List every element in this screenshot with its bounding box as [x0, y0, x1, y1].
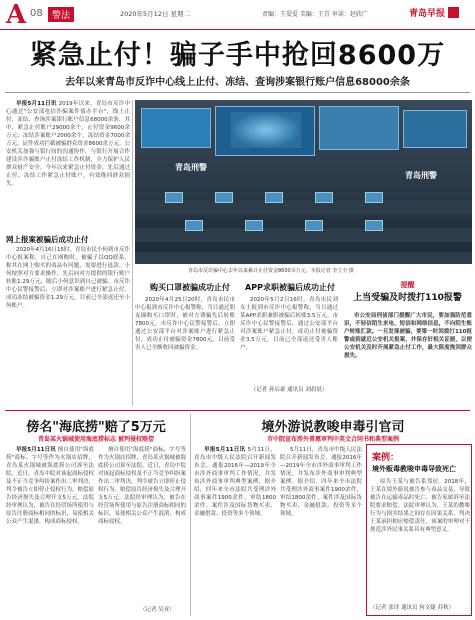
main-subhead: 去年以来青岛市反诈中心线上止付、冻结、查询涉案银行账户信息68000余条 [65, 77, 410, 88]
workstation-row [135, 200, 472, 214]
story-4-byline-end: （记者 吴亚） [140, 607, 175, 613]
tip-box [340, 280, 475, 308]
case-byline: （记者 张译 通讯员 何文婕 苏秋） [370, 605, 454, 611]
tip-label: 提醒 [400, 281, 415, 289]
section-2-text: 2020年4月25日20时，青岛市民市中心报到市反诈中心报警称，当日通过朋友圈购买口罩时，被对方诱骗先后转账7800元。市反诈中心民警接警后，立即通过公安部平台对涉案账户进行紧急止付，成功止付被骗资金7800元，目前受害人已全额收回被骗资金。 [135, 297, 235, 351]
story-5-byline: 早报5月11日讯 [204, 447, 246, 453]
section-logo: A [6, 0, 27, 30]
section-heading-1: 网上报案被骗后成功止付 [6, 235, 89, 244]
workstation-row [135, 252, 472, 264]
photo-signage: 青岛刑警 [175, 163, 207, 172]
photo-signage: 青岛刑警 [405, 171, 437, 180]
story-4-text-col1 [6, 446, 94, 616]
monitor [185, 220, 203, 231]
monitor [215, 192, 233, 203]
section-3-byline: （记者 孙启豪 通讯员 刘晨晨） [250, 387, 328, 393]
monitor [265, 192, 283, 203]
story-4-subtitle: 青岛某火锅城使用海底捞标志 被判侵权赔偿 [37, 436, 155, 443]
page-number: 08 [30, 8, 43, 19]
main-headline: 紧急止付！骗子手中抢回8600万 [29, 40, 446, 71]
section-1-text: 2020年4月16日15时，青岛市民小何到市反诈中心报案称，自己在网购时，被骗子以QQ联系，称其在网上购买的商品有问题，需要进行退款。小何按照对方要求操作，先后向对方提供的银行账户转账1.29万元，随后小何意识到自己被骗。市反诈中心民警接警后，立即对涉案账户进行紧急止付，成功冻结被骗资金1.29万元，目前已全部返还至小何账户。 [6, 247, 130, 309]
story-4-title: 傍名"海底捞"赔了5万元 [26, 420, 166, 435]
story-4-text-col2 [98, 446, 186, 616]
editor-credits: 责编：王爱爱 美编：王青 审读：赵欣广 [262, 11, 368, 18]
monitor [365, 192, 383, 203]
case-label: 案例： [372, 453, 400, 463]
lead-paragraph [6, 100, 130, 232]
section-3-text: 2020年5月2日16时，青岛市民刘女士报到市反诈中心报警称，当日通过某APP求职兼职被骗后转账3.5万元。市反诈中心民警接警后，通过公安部平台对涉案账户紧急止付，成功止付被骗资金3.5万元，目前已全部返还受害人账户。 [240, 297, 338, 351]
section-tag: 警法 [48, 7, 74, 22]
story-4-byline: 早报5月11日讯 [16, 447, 56, 453]
story-4-text: 擅自使用"海底捞"商标、字号等作为火锅店招牌，青岛某火锅城被海底捞公司诉至法院。近日，青岛中院对该起商标侵权及不正当竞争纠纷案作出二审判决，判令被告立即停止侵权行为，赔偿原告经济损失及合理开支5万元。法院经审理认为，被告在经营场所使用与原告注册商标相同的标识，易使相关公众产生混淆，构成商标侵权。 [6, 447, 94, 525]
news-photo [135, 100, 472, 264]
issue-date: 2020年5月12日 星期二 [120, 10, 191, 18]
column-divider [132, 100, 133, 406]
monitor-screen [403, 110, 467, 148]
divider [5, 410, 470, 411]
column-divider [190, 414, 191, 616]
story-5-text-col2 [280, 446, 362, 616]
lead-text: 2019年以来，青岛市反诈中心通过"公安部电信诈骗案件侦办平台"，线上止付、冻结、查询涉案银行账户信息68000余条，其中，紧急止付账户29000余个，止付资金9600余万元；冻结涉案账户2000余个，冻结资金7000余万元，证件成功拦截被骗群众资金8600余万元。公安机关加强与银行间的沟通协作，与银行开展合作建设涉诈骗账户止付冻结工作机制，全力保护人民群众财产安全。今年以来紧急止付资金，先后通过止付、冻结工作紧急止付账户，有效挽回群众损失。 [6, 101, 130, 187]
monitor [315, 192, 333, 203]
story-4-continued: 擅自使用"海底捞"商标、字号等作为火锅店招牌，青岛某火锅城被海底捞公司诉至法院。近日，青岛中院对该起商标侵权及不正当竞争纠纷案作出二审判决，判令被告立即停止侵权行为，赔偿原告经济损失及合理开支5万元。法院经审理认为，被告在经营场所使用与原告注册商标相同的标识，易使相关公众产生混淆，构成商标侵权。 [98, 447, 186, 525]
case-text: 原告王某与被告系邻居。2018年，王某在境外游说被告参与毒品交易，导致被告在运输毒品时死亡。被告家属诉至法院要求赔偿。法院审理认为，王某的教唆行为与损害结果之间存在因果关系，判决王某承担相应赔偿责任。该案的审理对于规范涉外民事关系具有典型意义。 [370, 479, 470, 533]
section-heading-2: 购买口罩被骗成功止付 [150, 283, 230, 292]
story-5-text-col1 [194, 446, 276, 616]
masthead [0, 0, 475, 30]
tip-text: 市公安局刑侦部门提醒广大市民，要加强防范意识，不轻信陌生来电、短信和网络信息，不向陌生账户转账汇款。一旦发现被骗，要第一时间拨打110报警或到就近公安机关报案，并保存好相关证据，以便公安机关及时开展紧急止付工作，最大限度挽回群众损失。 [344, 313, 472, 359]
monitor [165, 192, 183, 203]
monitor [305, 220, 323, 231]
brand-logo-icon [448, 7, 459, 18]
monitor-screen [141, 108, 211, 148]
section-heading-3: APP求职被骗后成功止付 [245, 283, 335, 292]
lead-byline: 早报5月11日讯 [16, 101, 57, 107]
monitor-screen [319, 106, 399, 150]
tip-headline: 上当受骗及时拨打110报警 [353, 293, 462, 303]
monitor [365, 220, 383, 231]
story-5-title: 境外游说教唆申毒引官司 [261, 420, 405, 435]
case-title: 境外贩毒教唆申毒导致死亡 [372, 465, 456, 473]
story-5-text: 5月11日，青岛市中级人民法院召开新闻发布会，通报2016年—2019年全市涉外商事审判工作情况，并发布涉外商事审判典型案例。据介绍，四年来全市法院共受理涉外商事案件1900余件，审结1800余件。案件涉及国际货物买卖、金融借款、投资等多个领域。 [194, 447, 276, 517]
newspaper-brand: 青岛早报 [408, 9, 445, 19]
story-5-subtitle: 市中院宣布涉外普惠审判中英文合同书和典型案例 [266, 436, 399, 443]
photo-caption: 青岛市反诈骗中心去年以来累计止付资金8600余万元。本报记者 李立全 摄 [188, 268, 354, 274]
monitor [245, 220, 263, 231]
map-display [231, 112, 301, 148]
divider [5, 92, 470, 93]
story-5-continued: 5月11日，青岛市中级人民法院召开新闻发布会，通报2016年—2019年全市涉外商事审判工作情况，并发布涉外商事审判典型案例。据介绍，四年来全市法院共受理涉外商事案件1900余件，审结1800余件。案件涉及国际货物买卖、金融借款、投资等多个领域。 [280, 447, 362, 517]
